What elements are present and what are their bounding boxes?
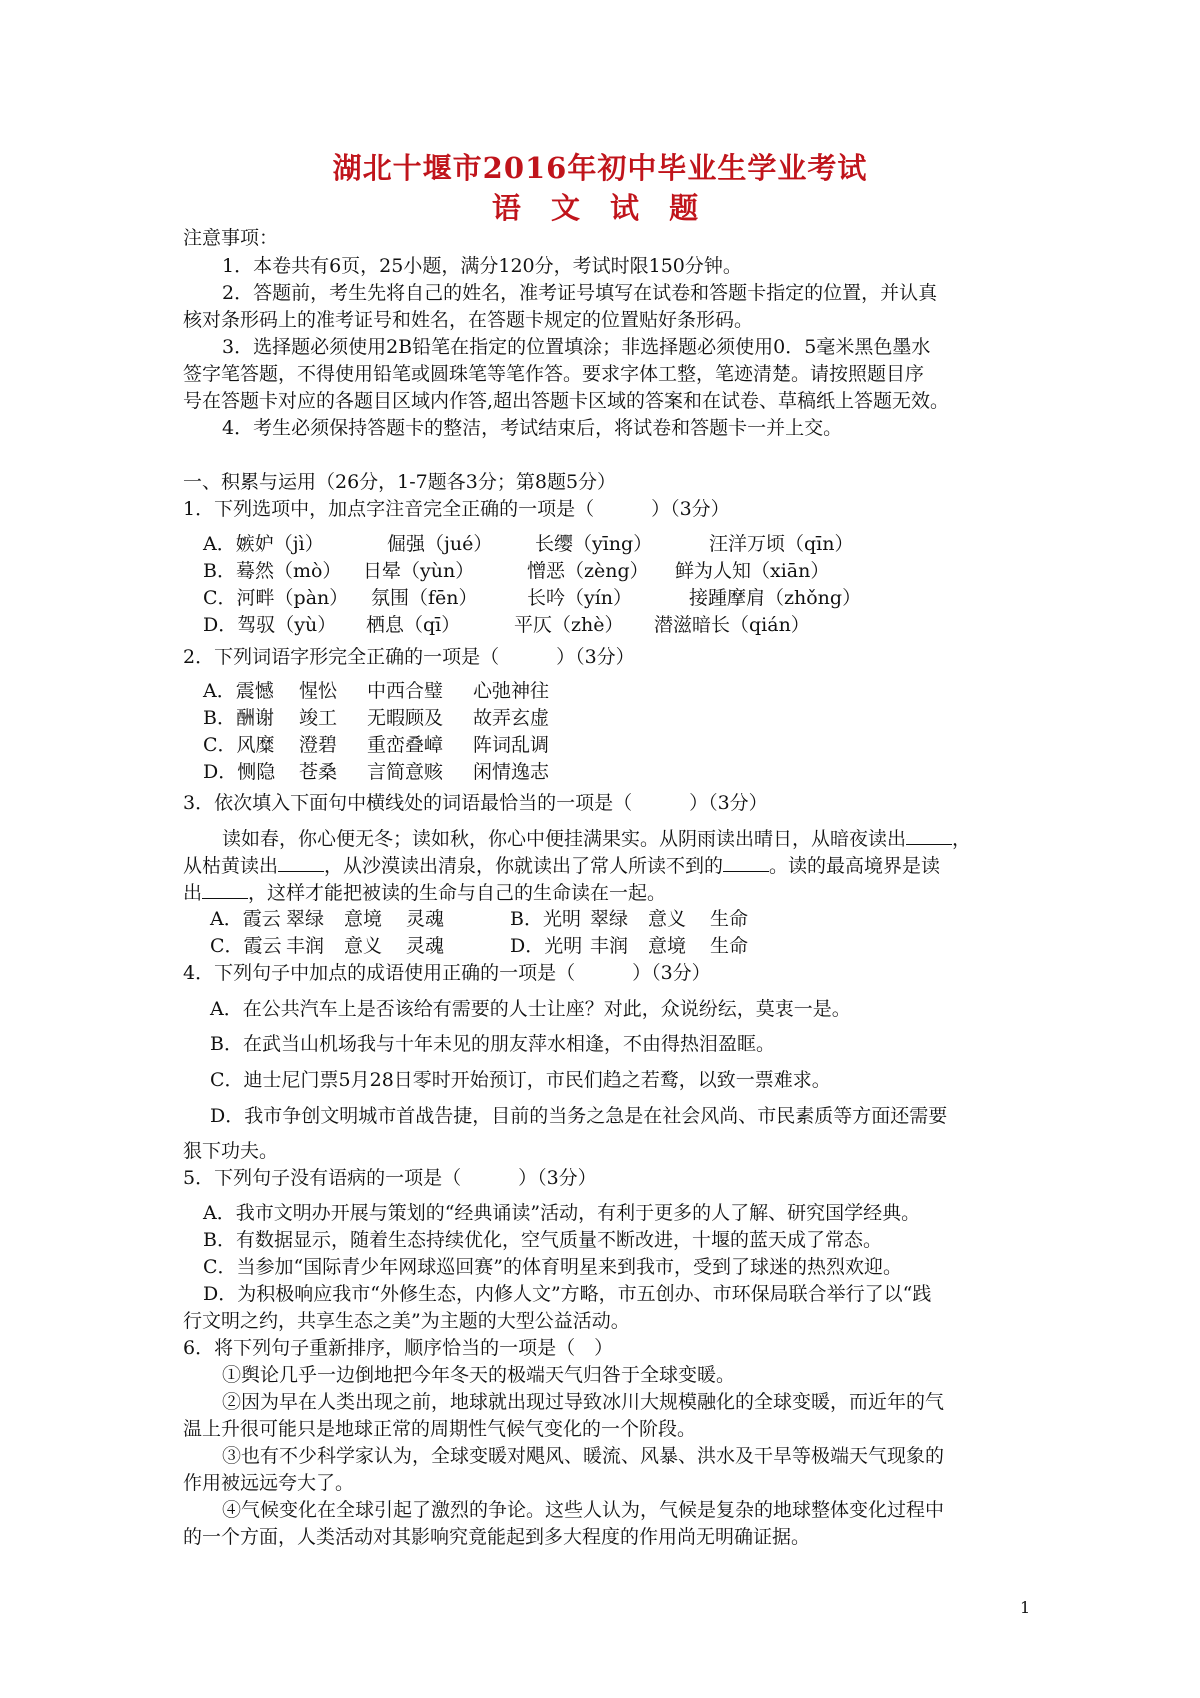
option-cell: 意境 — [648, 935, 687, 957]
exam-subtitle: 语 文 试 题 — [491, 191, 709, 225]
option-row — [203, 613, 810, 637]
option-row — [210, 907, 748, 931]
option-cell: 平仄（zhè） — [514, 614, 624, 636]
option-cell: 苍桑 — [299, 761, 338, 783]
notice-line: 3．选择题必须使用2B铅笔在指定的位置填涂；非选择题必须使用0．5毫米黑色墨水 — [222, 336, 931, 358]
notice-line: 号在答题卡对应的各题目区域内作答,超出答题卡区域的答案和在试卷、草稿纸上答题无效。 — [183, 390, 950, 412]
option-cell: 氛围（fēn） — [371, 587, 478, 609]
option-cell: C．河畔（pàn） — [203, 587, 349, 609]
option-row — [203, 586, 861, 610]
passage-text: 从枯黄读出 — [183, 855, 279, 877]
option-cell: D．驾驭（yù） — [203, 614, 337, 636]
option-cell: 意义 — [648, 908, 687, 930]
option-cell: D．光明 — [510, 935, 583, 957]
option-cell: 日晕（yùn） — [363, 560, 475, 582]
option-cell: 心弛神往 — [473, 680, 550, 702]
option-cell: 澄碧 — [299, 734, 338, 756]
option-cell: 丰润 — [590, 935, 629, 957]
option-row — [203, 532, 853, 556]
option-cell: 无暇顾及 — [367, 707, 444, 729]
option-cell: 生命 — [710, 935, 749, 957]
sentence-line: ③也有不少科学家认为，全球变暖对飓风、暖流、风暴、洪水及干旱等极端天气现象的 — [222, 1445, 945, 1467]
option-cell: 汪洋万顷（qīn） — [709, 533, 854, 555]
sentence-line: 作用被远远夸大了。 — [183, 1472, 355, 1494]
option-row — [203, 733, 549, 757]
option-cell: 中西合璧 — [367, 680, 444, 702]
option-row — [203, 760, 549, 784]
option-cell: B．蓦然（mò） — [203, 560, 342, 582]
option-row — [203, 706, 549, 730]
option-cell: 灵魂 — [406, 935, 445, 957]
option-cell: 竣工 — [299, 707, 338, 729]
page-number: 1 — [1020, 1598, 1031, 1617]
sentence-line: ④气候变化在全球引起了激烈的争论。这些人认为，气候是复杂的地球整体变化过程中 — [222, 1499, 945, 1521]
option-cell: 灵魂 — [406, 908, 445, 930]
option-cell: D．恻隐 — [203, 761, 276, 783]
option-line: 狠下功夫。 — [183, 1140, 279, 1162]
option-cell: A．震憾 — [203, 680, 274, 702]
question-stem: 3．依次填入下面句中横线处的词语最恰当的一项是（ ）（3分） — [183, 792, 768, 814]
option-line: A．我市文明办开展与策划的“经典诵读”活动，有利于更多的人了解、研究国学经典。 — [203, 1202, 921, 1224]
option-cell: 倔强（jué） — [387, 533, 493, 555]
passage-line — [183, 853, 940, 878]
option-cell: 闲情逸志 — [473, 761, 550, 783]
option-cell: 阵词乱调 — [473, 734, 550, 756]
option-cell: 生命 — [710, 908, 749, 930]
option-cell: 惺忪 — [299, 680, 338, 702]
option-cell: B．光明 — [510, 908, 581, 930]
notice-line: 2．答题前，考生先将自己的姓名，准考证号填写在试卷和答题卡指定的位置，并认真 — [222, 282, 938, 304]
option-line: C．当参加“国际青少年网球巡回赛”的体育明星来到我市，受到了球迷的热烈欢迎。 — [203, 1256, 902, 1278]
fill-blank — [723, 853, 769, 872]
passage-text: ，从沙漠读出清泉，你就读出了常人所读不到的 — [324, 855, 724, 877]
passage-text: 。读的最高境界是读 — [769, 855, 941, 877]
option-cell: 意境 — [344, 908, 383, 930]
option-cell: 接踵摩肩（zhǒng） — [689, 587, 862, 609]
option-cell: 丰润 — [286, 935, 325, 957]
option-cell: 长缨（yīng） — [535, 533, 653, 555]
option-line: B．有数据显示，随着生态持续优化，空气质量不断改进，十堰的蓝天成了常态。 — [203, 1229, 882, 1251]
option-line: B．在武当山机场我与十年未见的朋友萍水相逢，不由得热泪盈眶。 — [210, 1033, 775, 1055]
option-line: 行文明之约，共享生态之美”为主题的大型公益活动。 — [183, 1310, 630, 1332]
option-cell: C．风糜 — [203, 734, 275, 756]
option-cell: B．酬谢 — [203, 707, 274, 729]
sentence-line: ①舆论几乎一边倒地把今年冬天的极端天气归咎于全球变暖。 — [222, 1364, 736, 1386]
exam-title: 湖北十堰市2016年初中毕业生学业考试 — [332, 151, 868, 185]
sentence-line: ②因为早在人类出现之前，地球就出现过导致冰川大规模融化的全球变暖，而近年的气 — [222, 1391, 945, 1413]
fill-blank — [278, 853, 324, 872]
option-line: D．我市争创文明城市首战告捷，目前的当务之急是在社会风尚、市民素质等方面还需要 — [210, 1105, 948, 1127]
option-cell: 鲜为人知（xiān） — [675, 560, 830, 582]
notice-line: 4．考生必须保持答题卡的整洁，考试结束后，将试卷和答题卡一并上交。 — [222, 417, 843, 439]
option-cell: 憎恶（zèng） — [527, 560, 649, 582]
option-line: A．在公共汽车上是否该给有需要的人士让座？对此，众说纷纭，莫衷一是。 — [210, 998, 851, 1020]
passage-line: 读如春，你心便无冬；读如秋，你心中便挂满果实。从阴雨读出晴日，从暗夜读出 ， — [222, 828, 972, 850]
section-heading: 一、积累与运用（26分，1-7题各3分；第8题5分） — [183, 471, 617, 493]
sentence-line: 的一个方面，人类活动对其影响究竟能起到多大程度的作用尚无明确证据。 — [183, 1526, 811, 1548]
option-cell: 意义 — [344, 935, 383, 957]
question-stem: 4．下列句子中加点的成语使用正确的一项是（ ）（3分） — [183, 962, 711, 984]
fill-blank — [202, 880, 248, 899]
question-stem: 2．下列词语字形完全正确的一项是（ ）（3分） — [183, 646, 635, 668]
notice-line: 1．本卷共有6页，25小题，满分120分，考试时限150分钟。 — [222, 255, 742, 277]
notice-line: 签字笔答题，不得使用铅笔或圆珠笔等笔作答。要求字体工整，笔迹清楚。请按照题目序 — [183, 363, 925, 385]
option-row — [210, 934, 748, 958]
passage-text: 出 — [183, 882, 203, 904]
option-line: D．为积极响应我市“外修生态，内修人文”方略，市五创办、市环保局联合举行了以“践 — [203, 1283, 932, 1305]
notice-line: 核对条形码上的准考证号和姓名，在答题卡规定的位置贴好条形码。 — [183, 309, 754, 331]
passage-text: 读如春，你心便无冬；读如秋，你心中便挂满果实。从阴雨读出晴日，从暗夜读出 — [222, 828, 907, 850]
option-cell: 栖息（qī） — [366, 614, 461, 636]
passage-text: ，这样才能把被读的生命与自己的生命读在一起。 — [248, 882, 667, 904]
option-cell: 重峦叠嶂 — [367, 734, 444, 756]
question-stem: 6．将下列句子重新排序，顺序恰当的一项是（ ） — [183, 1337, 614, 1359]
option-line: C．迪士尼门票5月28日零时开始预订，市民们趋之若鹜，以致一票难求。 — [210, 1069, 831, 1091]
option-cell: C．霞云 — [210, 935, 282, 957]
option-cell: 潜滋暗长（qián） — [654, 614, 810, 636]
passage-line — [183, 880, 666, 905]
option-row — [203, 679, 549, 703]
option-cell: 翠绿 — [286, 908, 325, 930]
option-row — [203, 559, 829, 583]
sentence-line: 温上升很可能只是地球正常的周期性气候气变化的一个阶段。 — [183, 1418, 697, 1440]
option-cell: A．霞云 — [210, 908, 281, 930]
option-cell: A．嫉妒（jì） — [203, 533, 324, 555]
option-cell: 故弄玄虚 — [473, 707, 550, 729]
question-stem: 5．下列句子没有语病的一项是（ ）（3分） — [183, 1167, 597, 1189]
option-cell: 言简意赅 — [367, 761, 444, 783]
option-cell: 翠绿 — [590, 908, 629, 930]
notice-heading: 注意事项： — [183, 227, 279, 249]
question-stem: 1．下列选项中，加点字注音完全正确的一项是（ ）（3分） — [183, 498, 730, 520]
option-cell: 长吟（yín） — [527, 587, 633, 609]
fill-blank — [906, 826, 952, 845]
